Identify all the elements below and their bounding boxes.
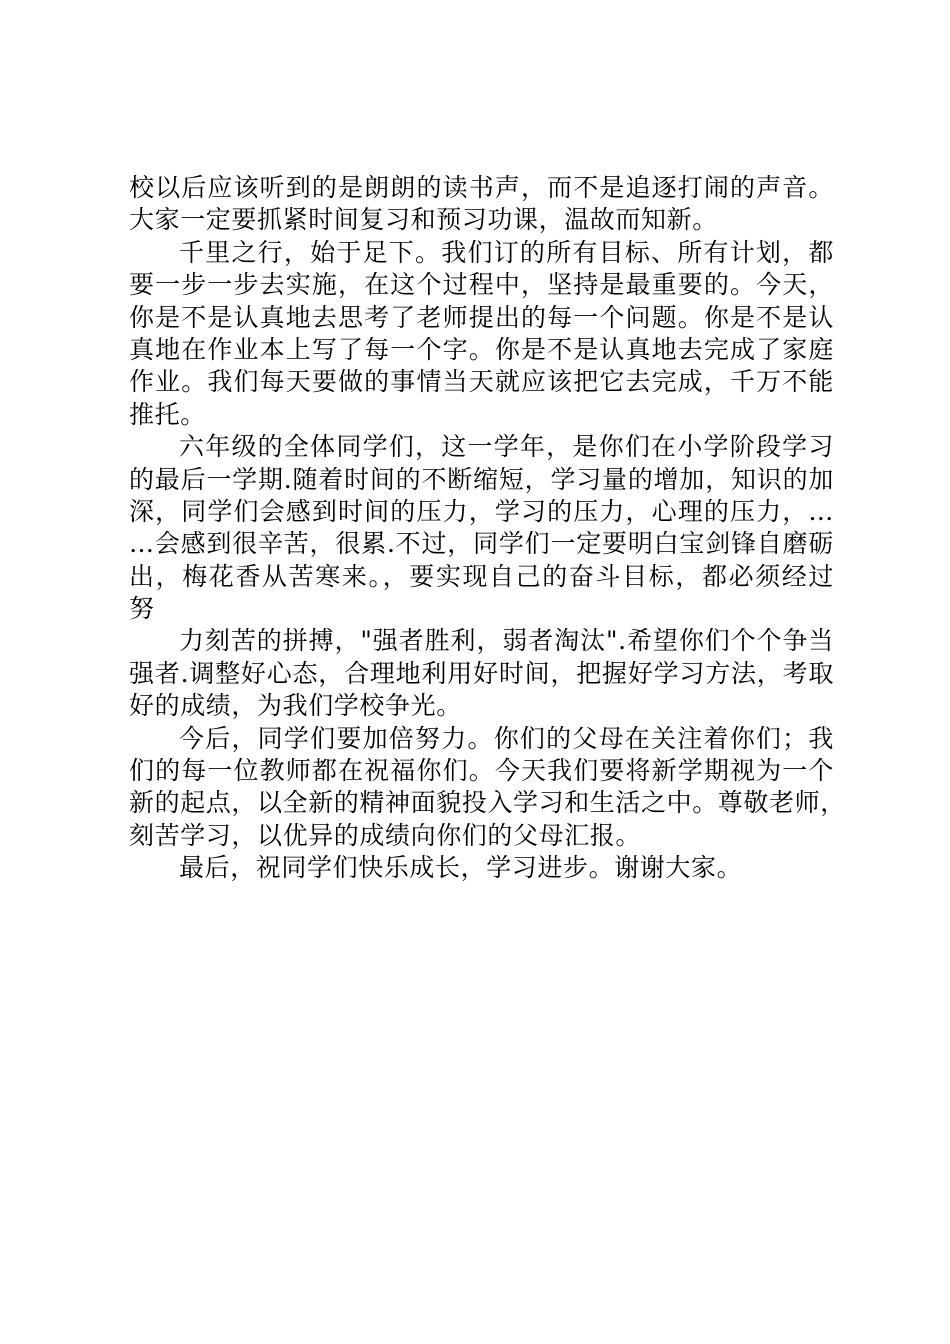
paragraph-2 xyxy=(129,237,834,431)
text-line: 作业。我们每天要做的事情当天就应该把它去完成，千万不能 xyxy=(129,367,834,397)
text-line: 你是不是认真地去思考了老师提出的每一个问题。你是不是认 xyxy=(129,302,834,332)
text-line: 今后，同学们要加倍努力。你们的父母在关注着你们；我 xyxy=(179,723,834,753)
paragraph-5 xyxy=(129,723,846,853)
text-line: 最后，祝同学们快乐成长，学习进步。谢谢大家。 xyxy=(179,853,743,883)
text-line: 们的每一位教师都在祝福你们。今天我们要将新学期视为一个 xyxy=(129,756,834,786)
text-line: 好的成绩，为我们学校争光。 xyxy=(129,691,462,721)
text-line: 六年级的全体同学们，这一学年，是你们在小学阶段学习 xyxy=(179,432,834,462)
speech-text xyxy=(129,172,846,885)
text-line: …会感到很辛苦，很累.不过，同学们一定要明白宝剑锋自磨砺 xyxy=(129,529,834,559)
text-line: 要一步一步去实施，在这个过程中，坚持是最重要的。今天， xyxy=(129,270,834,300)
text-line: 推托。 xyxy=(129,399,206,429)
text-line: 真地在作业本上写了每一个字。你是不是认真地去完成了家庭 xyxy=(129,334,834,364)
paragraph-1 xyxy=(129,172,834,237)
text-line: 努 xyxy=(129,594,155,624)
text-line: 强者.调整好心态，合理地利用好时间，把握好学习方法，考取 xyxy=(129,658,834,688)
paragraph-6 xyxy=(129,852,834,884)
text-line: 新的起点，以全新的精神面貌投入学习和生活之中。尊敬老师， xyxy=(129,788,846,818)
text-line: 大家一定要抓紧时间复习和预习功课，温故而知新。 xyxy=(129,205,718,235)
text-line: 出，梅花香从苦寒来。，要实现自己的奋斗目标，都必须经过 xyxy=(129,561,834,591)
text-line: 校以后应该听到的是朗朗的读书声，而不是追逐打闹的声音。 xyxy=(129,173,834,202)
paragraph-3 xyxy=(129,431,834,625)
paragraph-4 xyxy=(129,625,834,722)
text-line: 力刻苦的拼搏，"强者胜利，弱者淘汰".希望你们个个争当 xyxy=(179,626,834,656)
text-line: 刻苦学习，以优异的成绩向你们的父母汇报。 xyxy=(129,820,642,850)
text-line: 深，同学们会感到时间的压力，学习的压力，心理的压力，… xyxy=(129,496,834,526)
text-line: 千里之行，始于足下。我们订的所有目标、所有计划，都 xyxy=(179,237,834,267)
text-line: 的最后一学期.随着时间的不断缩短，学习量的增加，知识的加 xyxy=(129,464,834,494)
